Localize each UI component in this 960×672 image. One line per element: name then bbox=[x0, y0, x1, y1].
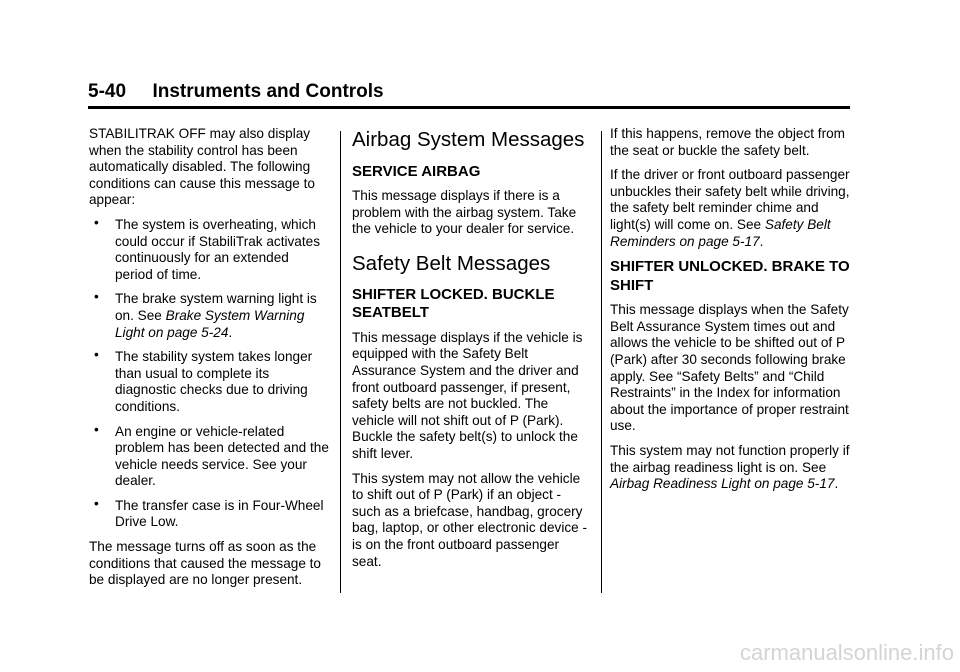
list-item: • An engine or vehicle-related problem has been detected and the vehicle needs service. See your dealer. bbox=[94, 421, 329, 489]
column-3 bbox=[610, 126, 855, 501]
outro-paragraph: The message turns off as soon as the conditions that caused the message to be displayed are no longer present. bbox=[89, 539, 321, 588]
subheading-shifter-locked: SHIFTER LOCKED. BUCKLE SEATBELT bbox=[352, 285, 555, 322]
page-header bbox=[88, 80, 850, 104]
watermark: carmanualsonline.info bbox=[739, 640, 954, 665]
list-item: • The stability system takes longer than usual to complete its diagnostic checks due to driving conditions. bbox=[94, 347, 313, 414]
bullet-icon: • bbox=[94, 347, 99, 363]
cross-reference-link[interactable]: Airbag Readiness Light on page 5-17 bbox=[610, 476, 835, 492]
intro-paragraph: STABILITRAK OFF may also display when the stability control has been automatically disabled. The following conditions can cause this message to appear: bbox=[89, 126, 315, 208]
shifter-locked-paragraph-2: This system may not allow the vehicle to shift out of P (Park) if an object - such as a briefcase, handbag, grocery bag, laptop, or other electronic device - is on the front outboard passenger seat. bbox=[352, 470, 588, 569]
section-heading-airbag: Airbag System Messages bbox=[352, 128, 585, 151]
page-number: 5-40 bbox=[88, 81, 127, 102]
subheading-shifter-unlocked: SHIFTER UNLOCKED. BRAKE TO SHIFT bbox=[610, 258, 850, 294]
header-title bbox=[88, 80, 850, 104]
shifter-locked-paragraph: This message displays if the vehicle is equipped with the Safety Belt Assurance System and the driver and front outboard passenger, if present, safety belts are not buckled. The vehicle will not shift out of P (Park). Buckle the safety belt(s) to unlock the shift lever. bbox=[352, 329, 583, 461]
remove-object-paragraph: If this happens, remove the object from the seat or buckle the safety belt. bbox=[610, 126, 845, 158]
service-airbag-paragraph: This message displays if there is a problem with the airbag system. Take the vehicle to your dealer for service. bbox=[352, 188, 577, 237]
bullet-icon: • bbox=[94, 495, 99, 511]
section-heading-safety-belt: Safety Belt Messages bbox=[352, 251, 551, 275]
column-2 bbox=[352, 126, 592, 578]
unbuckle-paragraph: If the driver or front outboard passenger unbuckles their safety belt while driving, the safety belt reminder chime and light(s) will come on. See Safety Belt Reminders on page 5-17. bbox=[610, 167, 850, 249]
column-1 bbox=[89, 126, 329, 597]
column-divider bbox=[601, 131, 602, 593]
subheading-service-airbag: SERVICE AIRBAG bbox=[352, 163, 481, 180]
list-item: • The brake system warning light is on. See Brake System Warning Light on page 5-24. bbox=[94, 289, 317, 340]
bullet-icon: • bbox=[94, 289, 99, 305]
column-divider bbox=[340, 131, 341, 593]
cross-reference-link[interactable]: Brake System Warning Light on page 5-24 bbox=[115, 307, 305, 340]
list-item: • The transfer case is in Four-Wheel Drive Low. bbox=[94, 495, 324, 530]
bullet-icon: • bbox=[94, 214, 99, 230]
airbag-readiness-paragraph: This system may not function properly if the airbag readiness light is on. See Airbag Readiness Light on page 5-17. bbox=[610, 442, 850, 492]
bullet-icon: • bbox=[94, 421, 99, 437]
list-item: • The system is overheating, which could occur if StabiliTrak activates continuously for an extended period of time. bbox=[94, 214, 320, 282]
shifter-unlocked-paragraph: This message displays when the Safety Belt Assurance System times out and allows the vehicle to be shifted out of P (Park) after 30 seconds following brake apply. See “Safety Belts” and “Child Restraints” in the Index for information about the importance of proper restraint use. bbox=[610, 302, 849, 434]
header-rule bbox=[88, 106, 850, 109]
section-title: Instruments and Controls bbox=[152, 81, 384, 102]
cross-reference-link[interactable]: Safety Belt Reminders on page 5-17 bbox=[610, 216, 831, 249]
